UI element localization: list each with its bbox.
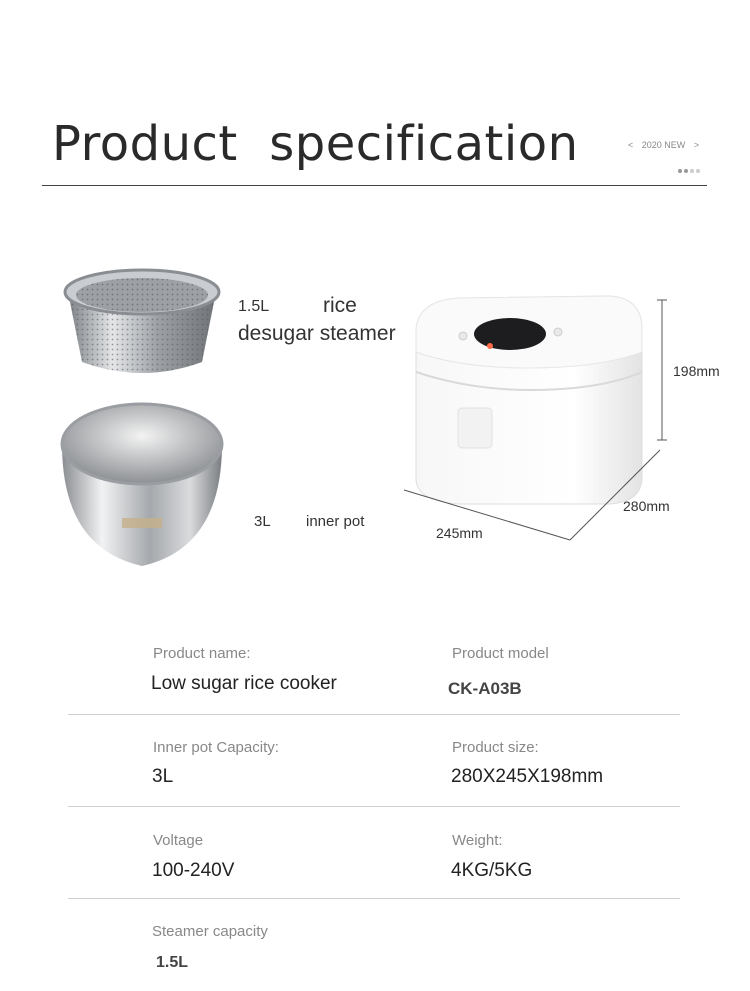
steamer-capacity-label: 1.5L (238, 298, 270, 315)
spec-label-product-name: Product name: (153, 645, 251, 662)
spec-value-voltage: 100-240V (152, 860, 235, 881)
width-dimension: 245mm (436, 525, 483, 541)
spec-value-inner-pot-capacity: 3L (152, 766, 174, 787)
spec-value-product-name: Low sugar rice cooker (151, 673, 337, 694)
depth-dimension: 280mm (623, 498, 670, 514)
steamer-name-line2: desugar steamer (238, 322, 396, 345)
spec-divider (68, 898, 680, 899)
spec-label-inner-pot-capacity: Inner pot Capacity: (153, 739, 279, 756)
nav-prev-arrow[interactable]: < (628, 140, 634, 150)
spec-value-product-model: CK-A03B (448, 679, 522, 698)
nav-label: 2020 NEW (641, 140, 686, 150)
spec-value-steamer-capacity: 1.5L (156, 954, 189, 971)
inner-pot-capacity-label: 3L (254, 513, 271, 530)
spec-label-product-size: Product size: (452, 739, 539, 756)
nav-next-arrow[interactable]: > (693, 140, 700, 150)
inner-pot-name-label: inner pot (306, 513, 365, 530)
spec-value-product-size: 280X245X198mm (451, 766, 604, 787)
spec-divider (68, 714, 680, 715)
steamer-name-line1: rice (323, 294, 357, 317)
spec-label-product-model: Product model (452, 645, 549, 662)
page-title: Product specification (52, 116, 579, 172)
spec-label-weight: Weight: (452, 832, 503, 849)
spec-value-weight: 4KG/5KG (451, 860, 533, 881)
spec-label-voltage: Voltage (153, 832, 204, 849)
height-dimension: 198mm (673, 363, 720, 379)
spec-divider (68, 806, 680, 807)
spec-label-steamer-capacity: Steamer capacity (152, 923, 268, 940)
